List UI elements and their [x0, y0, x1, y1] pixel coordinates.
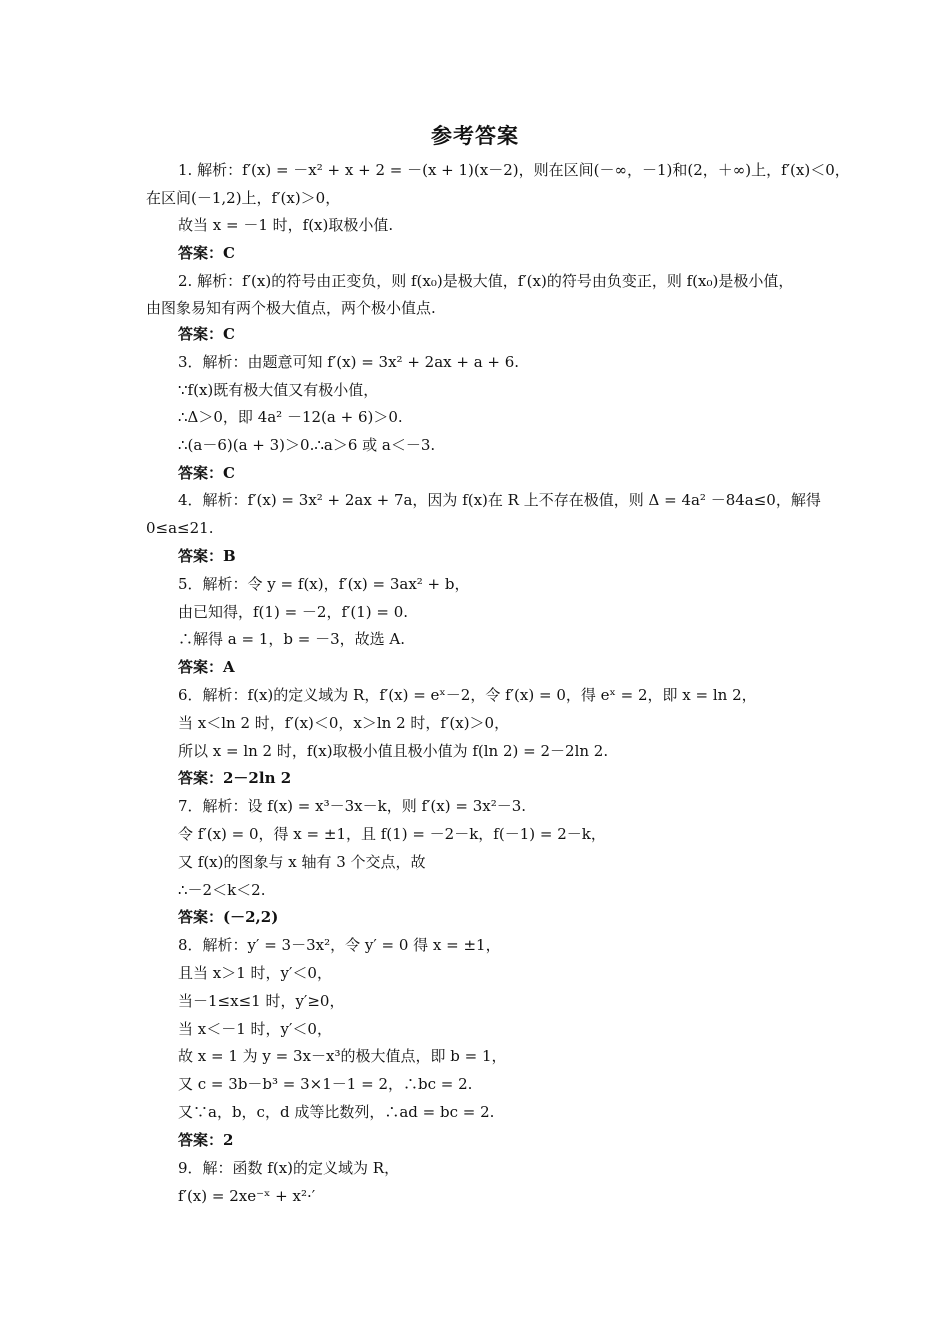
text-line: ∴Δ＞0，即 4a² －12(a + 6)＞0.: [178, 408, 403, 426]
text-line: 6．解析：f(x)的定义域为 R，f′(x) = eˣ－2，令 f′(x) = 0，得 eˣ = 2，即 x = ln 2，: [178, 686, 757, 704]
text-line: 又∵a，b，c，d 成等比数列，∴ad = bc = 2.: [178, 1103, 495, 1121]
text-line: 在区间(－1,2)上，f′(x)＞0，: [146, 189, 341, 207]
text-line: 所以 x = ln 2 时，f(x)取极小值且极小值为 f(ln 2) = 2－2ln 2.: [178, 742, 609, 760]
text-line: 5．解析：令 y = f(x)，f′(x) = 3ax² + b，: [178, 575, 470, 593]
text-line: ∴解得 a = 1，b = －3，故选 A.: [178, 630, 405, 648]
text-line: 1. 解析：f′(x) = －x² + x + 2 = －(x + 1)(x－2)，则在区间(－∞，－1)和(2，＋∞)上，f′(x)＜0，: [178, 161, 850, 179]
answer-line: 答案：2: [178, 1131, 234, 1149]
answer-line: 答案：C: [178, 325, 235, 343]
answer-line: 答案：C: [178, 464, 235, 482]
answer-line: 答案：A: [178, 658, 235, 676]
text-line: 0≤a≤21.: [146, 519, 214, 537]
answer-line: 答案：C: [178, 244, 235, 262]
text-line: 又 c = 3b－b³ = 3×1－1 = 2，∴bc = 2.: [178, 1075, 473, 1093]
text-line: 3．解析：由题意可知 f′(x) = 3x² + 2ax + a + 6.: [178, 353, 520, 371]
text-line: 7．解析：设 f(x) = x³－3x－k，则 f′(x) = 3x²－3.: [178, 797, 527, 815]
text-line: 且当 x＞1 时，y′＜0，: [178, 964, 332, 982]
answer-line: 答案：(－2,2): [178, 908, 279, 926]
text-line: 故当 x = －1 时，f(x)取极小值.: [178, 216, 394, 234]
text-line: 当 x＜－1 时，y′＜0，: [178, 1020, 332, 1038]
text-line: 2. 解析：f′(x)的符号由正变负，则 f(x₀)是极大值，f′(x)的符号由负变正，则 f(x₀)是极小值，: [178, 272, 794, 290]
text-line: ∴－2＜k＜2.: [178, 881, 266, 899]
text-line: ∴(a－6)(a + 3)＞0.∴a＞6 或 a＜－3.: [178, 436, 436, 454]
text-line: 8．解析：y′ = 3－3x²，令 y′ = 0 得 x = ±1，: [178, 936, 501, 954]
text-line: 当－1≤x≤1 时，y′≥0，: [178, 992, 345, 1010]
answer-line: 答案：B: [178, 547, 236, 565]
text-line: 9．解：函数 f(x)的定义域为 R，: [178, 1159, 400, 1177]
text-line: ∵f(x)既有极大值又有极小值，: [178, 381, 379, 399]
text-line: 令 f′(x) = 0，得 x = ±1，且 f(1) = －2－k，f(－1) = 2－k，: [178, 825, 606, 843]
answer-line: 答案：2－2ln 2: [178, 769, 292, 787]
text-line: 当 x＜ln 2 时，f′(x)＜0，x＞ln 2 时，f′(x)＞0，: [178, 714, 510, 732]
text-line: 由图象易知有两个极大值点，两个极小值点.: [146, 299, 436, 317]
text-line: 又 f(x)的图象与 x 轴有 3 个交点，故: [178, 853, 426, 871]
text-line: 故 x = 1 为 y = 3x－x³的极大值点，即 b = 1，: [178, 1047, 507, 1065]
text-line: f′(x) = 2xe⁻ˣ + x²·′: [178, 1187, 316, 1205]
page-title: 参考答案: [431, 123, 519, 148]
text-line: 由已知得，f(1) = －2，f′(1) = 0.: [178, 603, 409, 621]
text-line: 4．解析：f′(x) = 3x² + 2ax + 7a，因为 f(x)在 R 上不存在极值，则 Δ = 4a² －84a≤0，解得: [178, 491, 821, 509]
